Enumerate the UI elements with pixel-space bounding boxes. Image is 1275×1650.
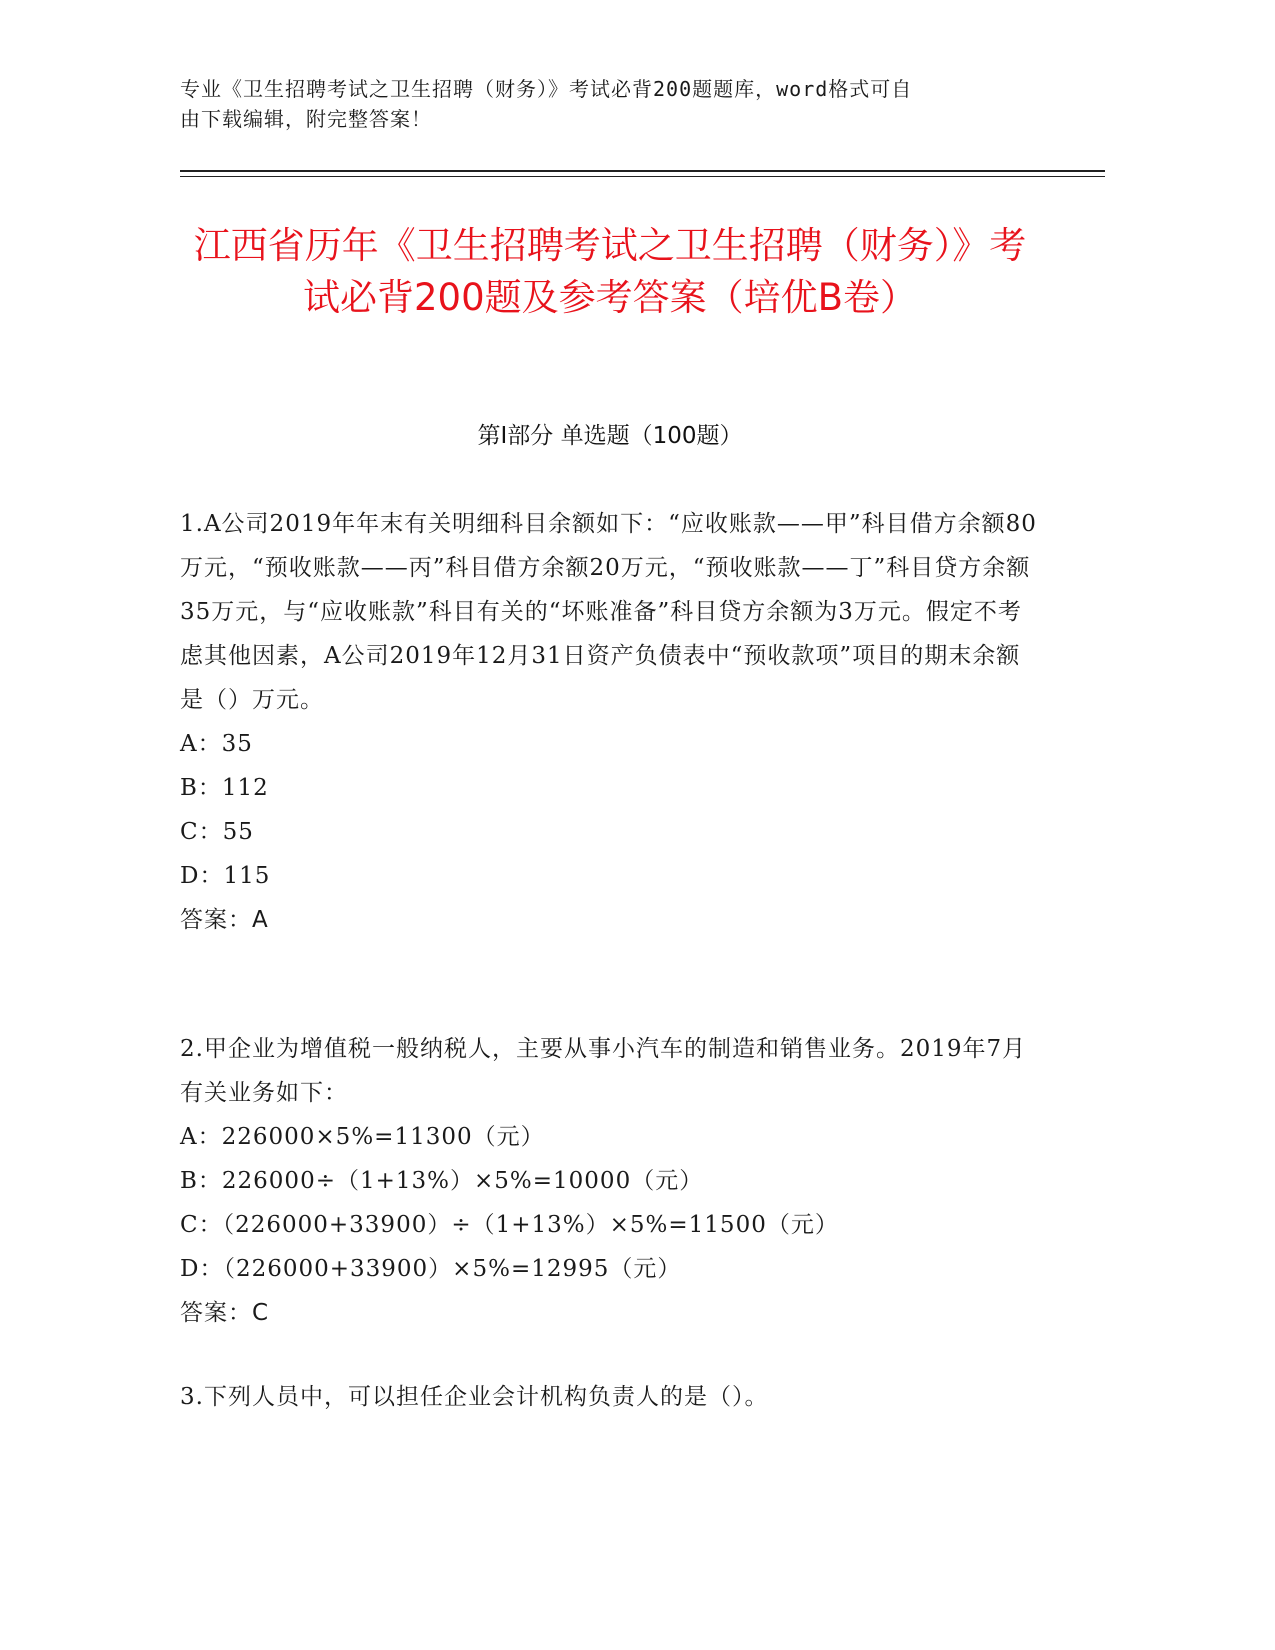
option-b: B：112 — [180, 775, 269, 801]
question-stem: 2.甲企业为增值税一般纳税人，主要从事小汽车的制造和销售业务。2019年7月有关业务如下： — [180, 1036, 1027, 1106]
header-note — [180, 74, 1040, 134]
header-note-line-1: 专业《卫生招聘考试之卫生招聘（财务）》考试必背200题题库，word格式可自 — [180, 77, 913, 101]
option-c: C：（226000+33900）÷（1+13%）×5%=11500（元） — [180, 1212, 839, 1238]
header-divider-thick — [180, 170, 1105, 172]
header-divider-thin — [180, 176, 1105, 177]
option-c: C：55 — [180, 819, 254, 845]
question-2 — [180, 1027, 1040, 1335]
question-3 — [180, 1375, 1040, 1419]
option-d: D：（226000+33900）×5%=12995（元） — [180, 1256, 682, 1282]
answer: 答案：C — [180, 1300, 270, 1326]
question-stem: 3.下列人员中，可以担任企业会计机构负责人的是（）。 — [180, 1384, 769, 1410]
answer: 答案：A — [180, 907, 269, 933]
document-title: 江西省历年《卫生招聘考试之卫生招聘（财务）》考试必背200题及参考答案（培优B卷） — [193, 224, 1027, 319]
question-stem: 1.A公司2019年年末有关明细科目余额如下：“应收账款——甲”科目借方余额80万元，“预收账款——丙”科目借方余额20万元，“预收账款——丁”科目贷方余额35万元，与“应收账款”科目有关的“坏账准备”科目贷方余额为3万元。假定不考虑其他因素，A公司2019年12月31日资产负债表中“预收款项”项目的期末余额是（）万元。 — [180, 511, 1037, 713]
header-note-line-2: 由下载编辑，附完整答案！ — [180, 107, 432, 131]
option-a: A：226000×5%=11300（元） — [180, 1124, 545, 1150]
option-d: D：115 — [180, 863, 271, 889]
question-1 — [180, 502, 1040, 942]
option-b: B：226000÷（1+13%）×5%=10000（元） — [180, 1168, 704, 1194]
option-a: A：35 — [180, 731, 253, 757]
section-heading: 第Ⅰ部分 单选题（100题） — [477, 423, 743, 449]
